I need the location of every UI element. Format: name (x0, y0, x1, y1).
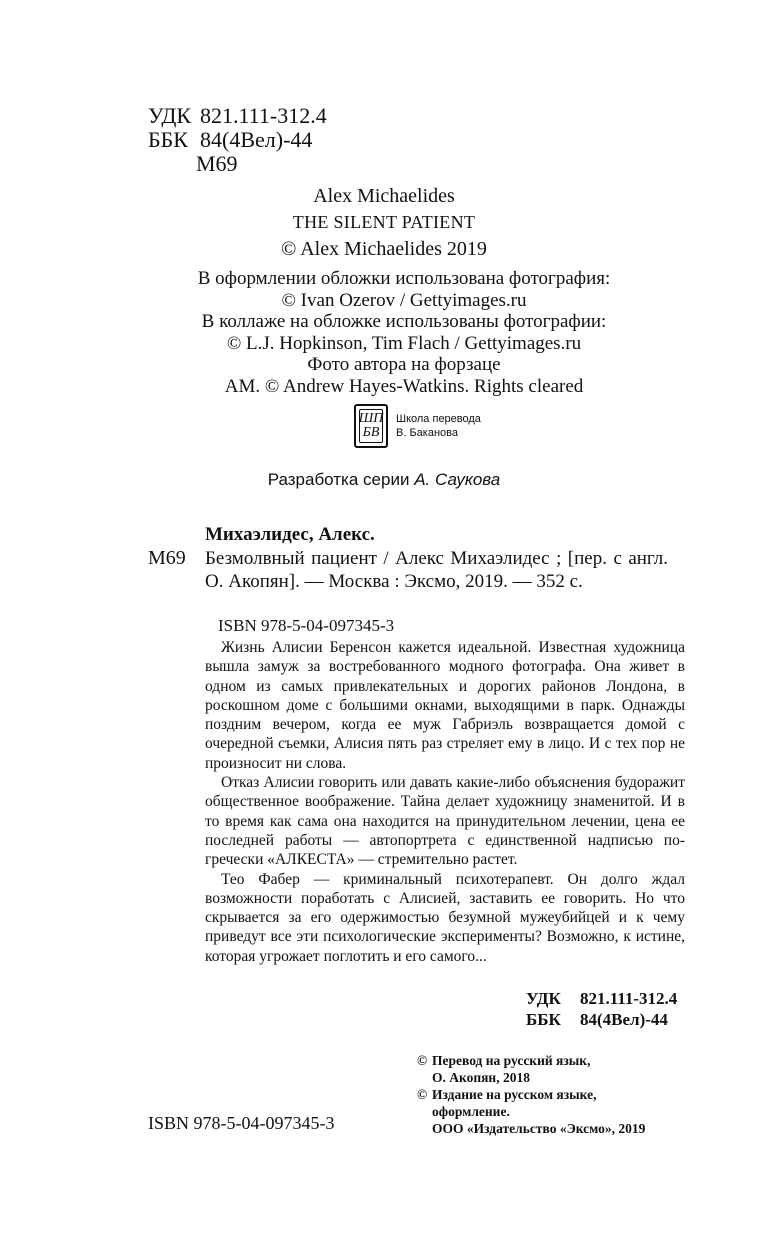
translation-rights: Перевод на русский язык, (432, 1053, 591, 1068)
series-designer: А. Саукова (414, 470, 501, 489)
udk-label: УДК (148, 103, 192, 128)
bbk-bottom-value: 84(4Вел)-44 (580, 1010, 668, 1029)
monogram-top: ШП (358, 411, 384, 426)
logo-line-1: Школа перевода (396, 413, 481, 425)
annotation-paragraph: Отказ Алисии говорить или давать какие-либо объяснения будоражит общественное воображение. Тайна делает художницу знаменитой. И в то время как сама она находится на принудительном лечении, цена ее последней работы — автопортрета с единственной надписью по-гречески «АЛКЕСТА» — стремительно растет. (205, 774, 685, 869)
original-copyright: © Alex Michaelides 2019 (281, 238, 487, 260)
copyright-symbol: © (417, 1087, 428, 1102)
bbk-label: ББК (148, 127, 188, 152)
series-prefix: Разработка серии (267, 470, 410, 489)
translation-school-logo (354, 404, 481, 448)
credit-line: © L.J. Hopkinson, Tim Flach / Gettyimages.ru (226, 332, 582, 354)
logo-line-2: В. Баканова (396, 427, 458, 439)
monogram-bottom: БВ (362, 425, 380, 440)
original-title: THE SILENT PATIENT (292, 212, 476, 232)
udk-bottom-block (526, 988, 677, 1030)
udk-bottom-label: УДК (526, 989, 561, 1008)
credit-line: В оформлении обложки использована фотография: (197, 268, 611, 289)
cover-credits (140, 268, 668, 397)
edition-rights-cont: оформление. (432, 1104, 510, 1119)
copyright-symbol: © (417, 1053, 428, 1068)
translation-rights-holder: О. Акопян, 2018 (432, 1070, 530, 1085)
bib-code: М69 (148, 547, 186, 569)
annotation-paragraph: Тео Фабер — криминальный психотерапевт. Он долго ждал возможности поработать с Алисией, заставить ее говорить. Но что скрывается за его одержимостью безумной мужеубийцей и к чему приведут все эти психологические эксперименты? Возможно, к истине, которая угрожает поглотить и его самого... (205, 870, 685, 965)
udk-block (148, 104, 327, 176)
school-monogram-icon (354, 404, 388, 448)
udk-value: 821.111-312.4 (200, 103, 327, 128)
annotation-paragraph: Жизнь Алисии Беренсон кажется идеальной. Известная художница вышла замуж за востребованного модного фотографа. Она живет в одном из самых привлекательных и дорогих районов Лондона, в роскошном доме с большими окнами, выходящими в парк. Однажды поздним вечером, когда ее муж Габриэль возвращается домой с очередной съемки, Алисия пять раз стреляет ему в лицо. И с тех пор не произносит ни слова. (205, 639, 685, 772)
author-code: М69 (196, 151, 238, 176)
original-author: Alex Michaelides (313, 185, 455, 207)
bib-isbn: ISBN 978-5-04-097345-3 (218, 616, 395, 635)
bbk-value: 84(4Вел)-44 (200, 127, 313, 152)
rights-block (417, 1052, 645, 1137)
credit-line: © Ivan Ozerov / Gettyimages.ru (281, 289, 527, 311)
credit-line: В коллаже на обложке использованы фотографии: (201, 311, 607, 332)
publisher-rights: ООО «Издательство «Эксмо», 2019 (432, 1121, 646, 1136)
udk-bottom-value: 821.111-312.4 (580, 989, 678, 1008)
credit-line: Фото автора на форзаце (307, 354, 501, 375)
bib-heading: Михаэлидес, Алекс. (205, 524, 375, 545)
bib-description: Безмолвный пациент / Алекс Михаэлидес ; [пер. с англ. О. Акопян]. — Москва : Эксмо, 2019. — 352 с. (205, 548, 668, 592)
credit-line: AM. © Andrew Hayes-Watkins. Rights cleared (224, 375, 584, 397)
series-credit (0, 470, 768, 490)
isbn-bottom: ISBN 978-5-04-097345-3 (148, 1113, 335, 1133)
bbk-bottom-label: ББК (526, 1010, 561, 1029)
annotation (205, 638, 685, 966)
edition-rights: Издание на русском языке, (432, 1087, 597, 1102)
